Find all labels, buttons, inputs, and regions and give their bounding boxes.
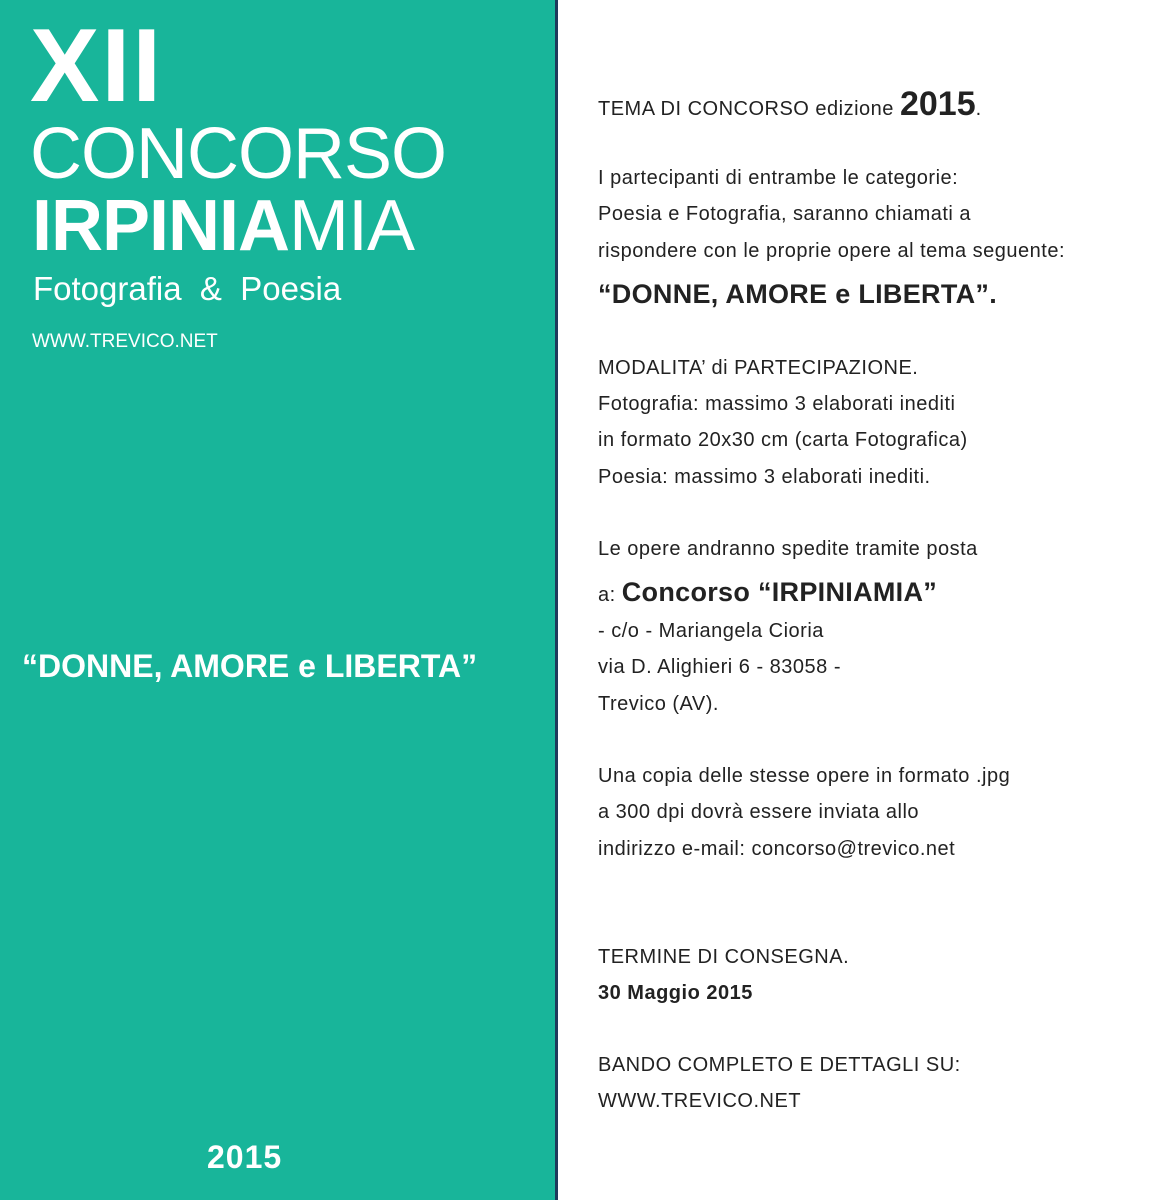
contest-brand — [32, 186, 415, 266]
modalita-title: MODALITA’ di PARTECIPAZIONE. — [598, 357, 919, 379]
address-line-2: via D. Alighieri 6 - 83058 - — [598, 656, 842, 678]
theme-title-left: “DONNE, AMORE e LIBERTA” — [22, 648, 478, 684]
shipping-destination — [598, 576, 937, 608]
address-line-3: Trevico (AV). — [598, 693, 719, 715]
intro-line-3: rispondere con le proprie opere al tema seguente: — [598, 240, 1065, 262]
tema-year: 2015 — [899, 85, 976, 123]
website-link-left[interactable]: WWW.TREVICO.NET — [32, 331, 218, 352]
bando-title: BANDO COMPLETO E DETTAGLI SU: — [598, 1054, 961, 1076]
edition-number: XII — [30, 8, 164, 124]
contest-word: CONCORSO — [30, 114, 447, 194]
tema-label: TEMA DI CONCORSO edizione — [598, 98, 900, 120]
website-link-right[interactable]: WWW.TREVICO.NET — [598, 1090, 802, 1112]
year-label: 2015 — [207, 1139, 283, 1175]
modalita-format: in formato 20x30 cm (carta Fotografica) — [598, 429, 968, 451]
intro-line-2: Poesia e Fotografia, saranno chiamati a — [598, 203, 972, 225]
deadline-date-value: 30 Maggio 2015 — [598, 982, 753, 1004]
copy-email[interactable]: indirizzo e-mail: concorso@trevico.net — [598, 838, 956, 860]
copy-line-2: a 300 dpi dovrà essere inviata allo — [598, 801, 920, 823]
modalita-photo: Fotografia: massimo 3 elaborati inediti — [598, 393, 956, 415]
deadline-title: TERMINE DI CONSEGNA. — [598, 946, 850, 968]
brand-bold: IRPINIA — [32, 186, 290, 266]
contest-categories: Fotografia & Poesia — [33, 270, 342, 307]
tema-dot: . — [975, 98, 982, 120]
brand-regular: MIA — [289, 186, 415, 266]
copy-line-1: Una copia delle stesse opere in formato .jpg — [598, 765, 1011, 787]
left-panel — [0, 0, 555, 1200]
shipping-recipient: Concorso “IRPINIAMIA” — [621, 577, 938, 607]
deadline-date — [598, 981, 753, 1005]
theme-title-right: “DONNE, AMORE e LIBERTA”. — [598, 279, 998, 309]
shipping-a: a: — [598, 584, 622, 606]
tema-heading — [598, 84, 982, 125]
modalita-poetry: Poesia: massimo 3 elaborati inediti. — [598, 466, 931, 488]
right-panel — [558, 0, 1154, 1200]
address-line-1: - c/o - Mariangela Cioria — [598, 620, 824, 642]
intro-line-1: I partecipanti di entrambe le categorie: — [598, 167, 959, 189]
shipping-intro: Le opere andranno spedite tramite posta — [598, 538, 978, 560]
